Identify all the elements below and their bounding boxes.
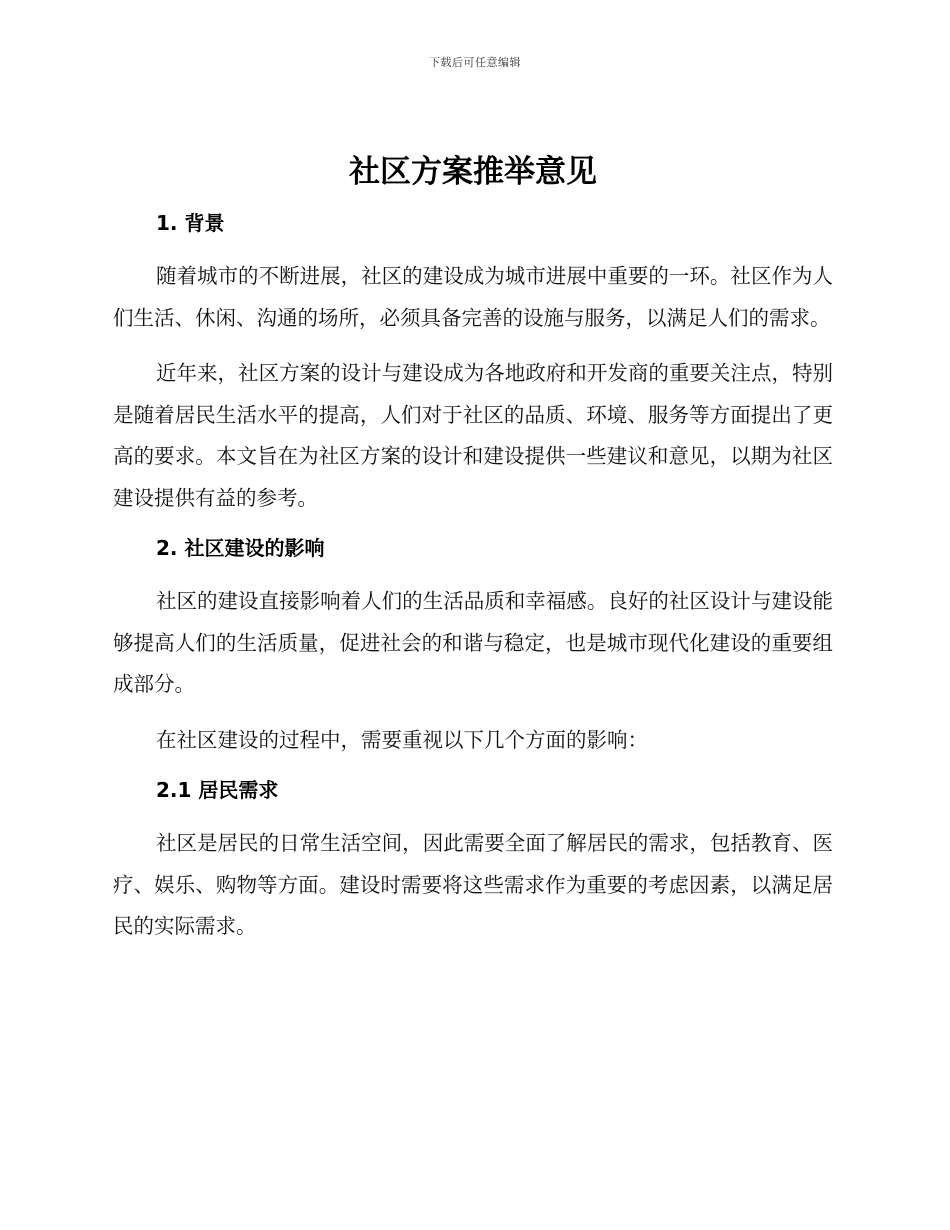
paragraph: 社区是居民的日常生活空间，因此需要全面了解居民的需求，包括教育、医疗、娱乐、购物等方面。建设时需要将这些需求作为重要的考虑因素，以满足居民的实际需求。 [113,831,833,938]
paragraph: 随着城市的不断进展，社区的建设成为城市进展中重要的一环。社区作为人们生活、休闲、沟通的场所，必须具备完善的设施与服务，以满足人们的需求。 [113,264,833,330]
section-heading-resident-needs: 2.1 居民需求 [156,778,279,802]
document-body [113,150,833,962]
section-heading-background: 1. 背景 [156,211,225,235]
header-note: 下载后可任意编辑 [429,56,521,69]
paragraph: 在社区建设的过程中，需要重视以下几个方面的影响： [156,727,648,752]
document-title: 社区方案推举意见 [349,154,597,190]
paragraph: 近年来，社区方案的设计与建设成为各地政府和开发商的重要关注点，特别是随着居民生活水平的提高，人们对于社区的品质、环境、服务等方面提出了更高的要求。本文旨在为社区方案的设计和建设提供一些建议和意见，以期为社区建设提供有益的参考。 [113,361,833,510]
section-heading-impact: 2. 社区建设的影响 [156,536,325,560]
paragraph: 社区的建设直接影响着人们的生活品质和幸福感。良好的社区设计与建设能够提高人们的生活质量，促进社会的和谐与稳定，也是城市现代化建设的重要组成部分。 [113,589,833,696]
